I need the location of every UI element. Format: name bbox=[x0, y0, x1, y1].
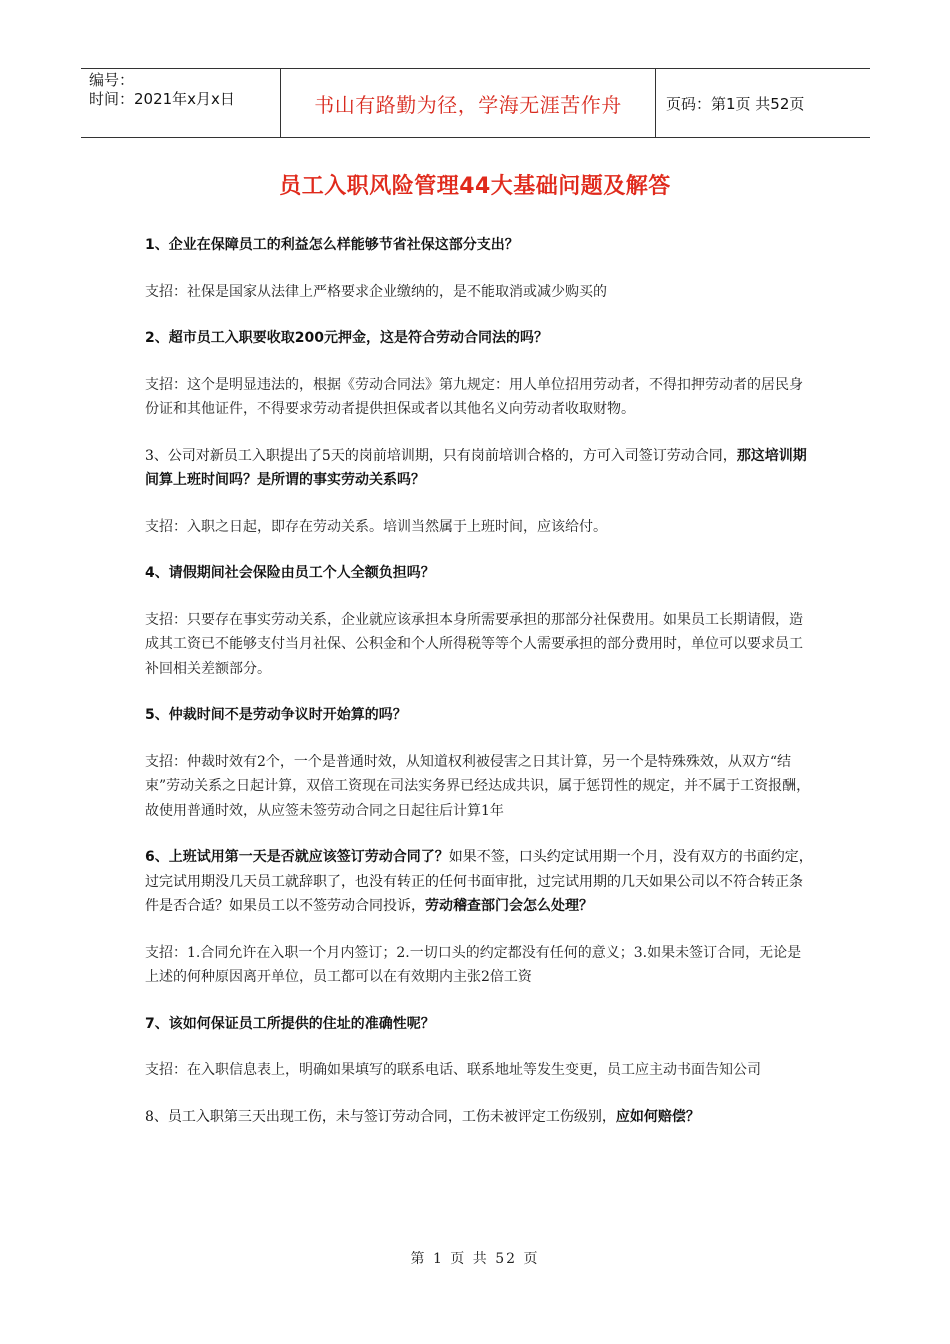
question-4: 4、请假期间社会保险由员工个人全额负担吗？ bbox=[145, 565, 435, 581]
document-title: 员工入职风险管理44大基础问题及解答 bbox=[279, 174, 671, 199]
header-page-info: 页码：第1页 共52页 bbox=[666, 94, 805, 113]
question-6 bbox=[145, 845, 815, 919]
answer-3: 支招：入职之日起，即存在劳动关系。培训当然属于上班时间，应该给付。 bbox=[145, 518, 607, 535]
document-number-label: 编号： bbox=[89, 71, 135, 89]
question-3-emphasis: 那这培训期间算上班时间吗？是所谓的事实劳动关系吗？ bbox=[145, 447, 807, 488]
answer-7: 支招：在入职信息表上，明确如果填写的联系电话、联系地址等发生变更，员工应主动书面告知公司 bbox=[145, 1062, 761, 1078]
answer-4: 支招：只要存在事实劳动关系，企业就应该承担本身所需要承担的那部分社保费用。如果员工长期请假，造成其工资已不能够支付当月社保、公积金和个人所得税等等个人需要承担的部分费用时，单位可以要求员工补回相关差额部分。 bbox=[145, 611, 803, 677]
question-2: 2、超市员工入职要收取200元押金，这是符合劳动合同法的吗？ bbox=[145, 330, 548, 346]
question-7: 7、该如何保证员工所提供的住址的准确性呢？ bbox=[145, 1015, 435, 1032]
question-8-emphasis: 应如何赔偿？ bbox=[615, 1108, 700, 1125]
answer-6: 支招：1.合同允许在入职一个月内签订；2.一切口头的约定都没有任何的意义；3.如果未签订合同，无论是上述的何种原因离开单位，员工都可以在有效期内主张2倍工资 bbox=[145, 944, 802, 985]
document-time-label: 时间：2021年x月x日 bbox=[89, 90, 235, 108]
header-meta bbox=[81, 69, 281, 137]
question-6-emphasis: 6、上班试用第一天是否就应该签订劳动合同了？ bbox=[145, 849, 449, 865]
question-5: 5、仲裁时间不是劳动争议时开始算的吗？ bbox=[145, 707, 407, 723]
answer-1: 支招：社保是国家从法律上严格要求企业缴纳的，是不能取消或减少购买的 bbox=[145, 283, 607, 300]
qa-content bbox=[145, 233, 815, 1151]
question-8-text: 8、员工入职第三天出现工伤，未与签订劳动合同，工伤未被评定工伤级别， bbox=[145, 1108, 616, 1125]
question-3-text: 3、公司对新员工入职提出了5天的岗前培训期，只有岗前培训合格的，方可入司签订劳动合同， bbox=[145, 447, 737, 464]
question-8 bbox=[145, 1105, 815, 1130]
page-footer: 第 1 页 共 52 页 bbox=[410, 1251, 540, 1267]
answer-2: 支招：这个是明显违法的，根据《劳动合同法》第九规定：用人单位招用劳动者，不得扣押劳动者的居民身份证和其他证件，不得要求劳动者提供担保或者以其他名义向劳动者收取财物。 bbox=[145, 376, 803, 417]
question-1: 1、企业在保障员工的利益怎么样能够节省社保这部分支出？ bbox=[145, 237, 519, 253]
page-header bbox=[81, 68, 870, 138]
header-motto: 书山有路勤为径，学海无涯苦作舟 bbox=[281, 69, 656, 137]
question-6-emphasis-2: 劳动稽查部门会怎么处理？ bbox=[425, 898, 593, 914]
answer-5: 支招：仲裁时效有2个，一个是普通时效，从知道权利被侵害之日其计算，另一个是特殊殊效，从双方“结束”劳动关系之日起计算，双倍工资现在司法实务界已经达成共识，属于惩罚性的规定，并不属于工资报酬，故使用普通时效，从应签未签劳动合同之日起往后计算1年 bbox=[145, 753, 811, 819]
question-3 bbox=[145, 444, 815, 493]
question-6-text: 如果不签，口头约定试用期一个月，没有双方的书面约定，过完试用期没几天员工就辞职了，也没有转正的任何书面审批，过完试用期的几天如果公司以不符合转正条件是否合适？如果员工以不签劳动合同投诉， bbox=[145, 849, 813, 914]
